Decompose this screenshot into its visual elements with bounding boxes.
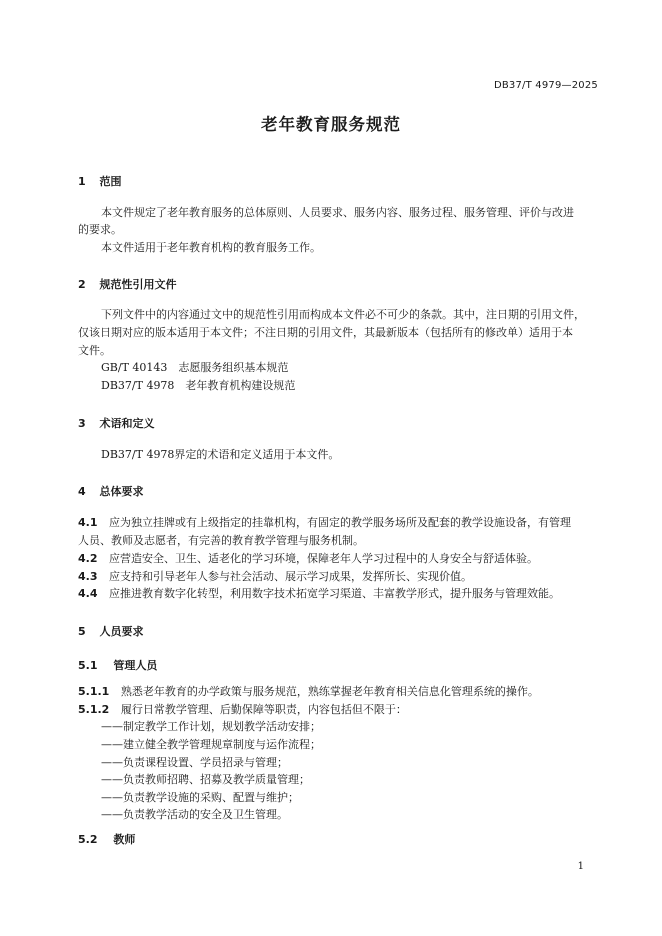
section-2-heading bbox=[78, 276, 177, 292]
subsection-5-1-heading bbox=[78, 657, 157, 673]
section-title: 术语和定义 bbox=[99, 417, 155, 430]
section-5-heading bbox=[78, 623, 144, 639]
paragraph-line: 人员、教师及志愿者，有完善的教育教学管理与服务机制。 bbox=[78, 534, 364, 547]
clause-number: 4.1 bbox=[78, 516, 98, 529]
clause-number: 5.1.1 bbox=[78, 685, 110, 698]
subsection-5-2-heading bbox=[78, 831, 135, 847]
paragraph: 本文件适用于老年教育机构的教育服务工作。 bbox=[101, 241, 321, 254]
list-item: ——负责教学设施的采购、配置与维护； bbox=[101, 791, 299, 804]
clause-number: 5.1.2 bbox=[78, 703, 110, 716]
section-title: 规范性引用文件 bbox=[99, 278, 177, 291]
list-item: ——制定教学工作计划，规划教学活动安排； bbox=[101, 720, 321, 733]
clause-number: 4.4 bbox=[78, 587, 98, 600]
clause-text: 履行日常教学管理、后勤保障等职责，内容包括但不限于： bbox=[120, 703, 407, 716]
section-title: 总体要求 bbox=[99, 485, 144, 498]
subsection-title: 管理人员 bbox=[113, 659, 158, 672]
clause-text: 应为独立挂牌或有上级指定的挂靠机构，有固定的教学服务场所及配套的教学设施设备，有管理 bbox=[109, 516, 571, 529]
page-number: 1 bbox=[577, 861, 584, 872]
subsection-number: 5.1 bbox=[78, 659, 98, 672]
list-item: ——负责教师招聘、招募及教学质量管理； bbox=[101, 773, 310, 786]
section-1-heading bbox=[78, 173, 122, 189]
section-number: 2 bbox=[78, 278, 86, 291]
section-4-heading bbox=[78, 483, 144, 499]
subsection-title: 教师 bbox=[113, 833, 136, 846]
clause-text: 应支持和引导老年人参与社会活动、展示学习成果，发挥所长、实现价值。 bbox=[109, 570, 472, 583]
clause-number: 4.3 bbox=[78, 570, 98, 583]
clause-4-1 bbox=[78, 514, 571, 532]
clause-5-1-2 bbox=[78, 701, 407, 719]
clause-4-2 bbox=[78, 550, 538, 568]
clause-text: 应推进教育数字化转型，利用数字技术拓宽学习渠道、丰富教学形式，提升服务与管理效能。 bbox=[109, 587, 560, 600]
section-number: 5 bbox=[78, 625, 86, 638]
paragraph-line: 的要求。 bbox=[78, 223, 122, 236]
reference-item: DB37/T 4978 老年教育机构建设规范 bbox=[101, 379, 296, 392]
clause-text: 应营造安全、卫生、适老化的学习环境，保障老年人学习过程中的人身安全与舒适体验。 bbox=[109, 552, 538, 565]
section-number: 4 bbox=[78, 485, 86, 498]
list-item: ——负责课程设置、学员招录与管理； bbox=[101, 756, 288, 769]
paragraph-line: 下列文件中的内容通过文中的规范性引用而构成本文件必不可少的条款。其中，注日期的引用文件， bbox=[101, 308, 585, 321]
section-title: 人员要求 bbox=[99, 625, 144, 638]
section-3-heading bbox=[78, 415, 155, 431]
paragraph-line: 本文件规定了老年教育服务的总体原则、人员要求、服务内容、服务过程、服务管理、评价与改进 bbox=[101, 206, 574, 219]
list-item: ——负责教学活动的安全及卫生管理。 bbox=[101, 808, 288, 821]
paragraph-line: 仅该日期对应的版本适用于本文件；不注日期的引用文件，其最新版本（包括所有的修改单）适用于本 bbox=[78, 326, 573, 339]
section-number: 3 bbox=[78, 417, 86, 430]
clause-4-3 bbox=[78, 568, 472, 586]
document-code: DB37/T 4979—2025 bbox=[493, 80, 598, 91]
clause-5-1-1 bbox=[78, 683, 539, 701]
paragraph: DB37/T 4978界定的术语和定义适用于本文件。 bbox=[101, 448, 340, 461]
clause-number: 4.2 bbox=[78, 552, 98, 565]
clause-text: 熟悉老年教育的办学政策与服务规范，熟练掌握老年教育相关信息化管理系统的操作。 bbox=[120, 685, 539, 698]
page-title: 老年教育服务规范 bbox=[261, 115, 401, 134]
section-title: 范围 bbox=[99, 175, 122, 188]
reference-item: GB/T 40143 志愿服务组织基本规范 bbox=[101, 361, 289, 374]
paragraph-line: 文件。 bbox=[78, 344, 111, 357]
subsection-number: 5.2 bbox=[78, 833, 98, 846]
clause-4-4 bbox=[78, 585, 560, 603]
list-item: ——建立健全教学管理规章制度与运作流程； bbox=[101, 738, 321, 751]
section-number: 1 bbox=[78, 175, 86, 188]
